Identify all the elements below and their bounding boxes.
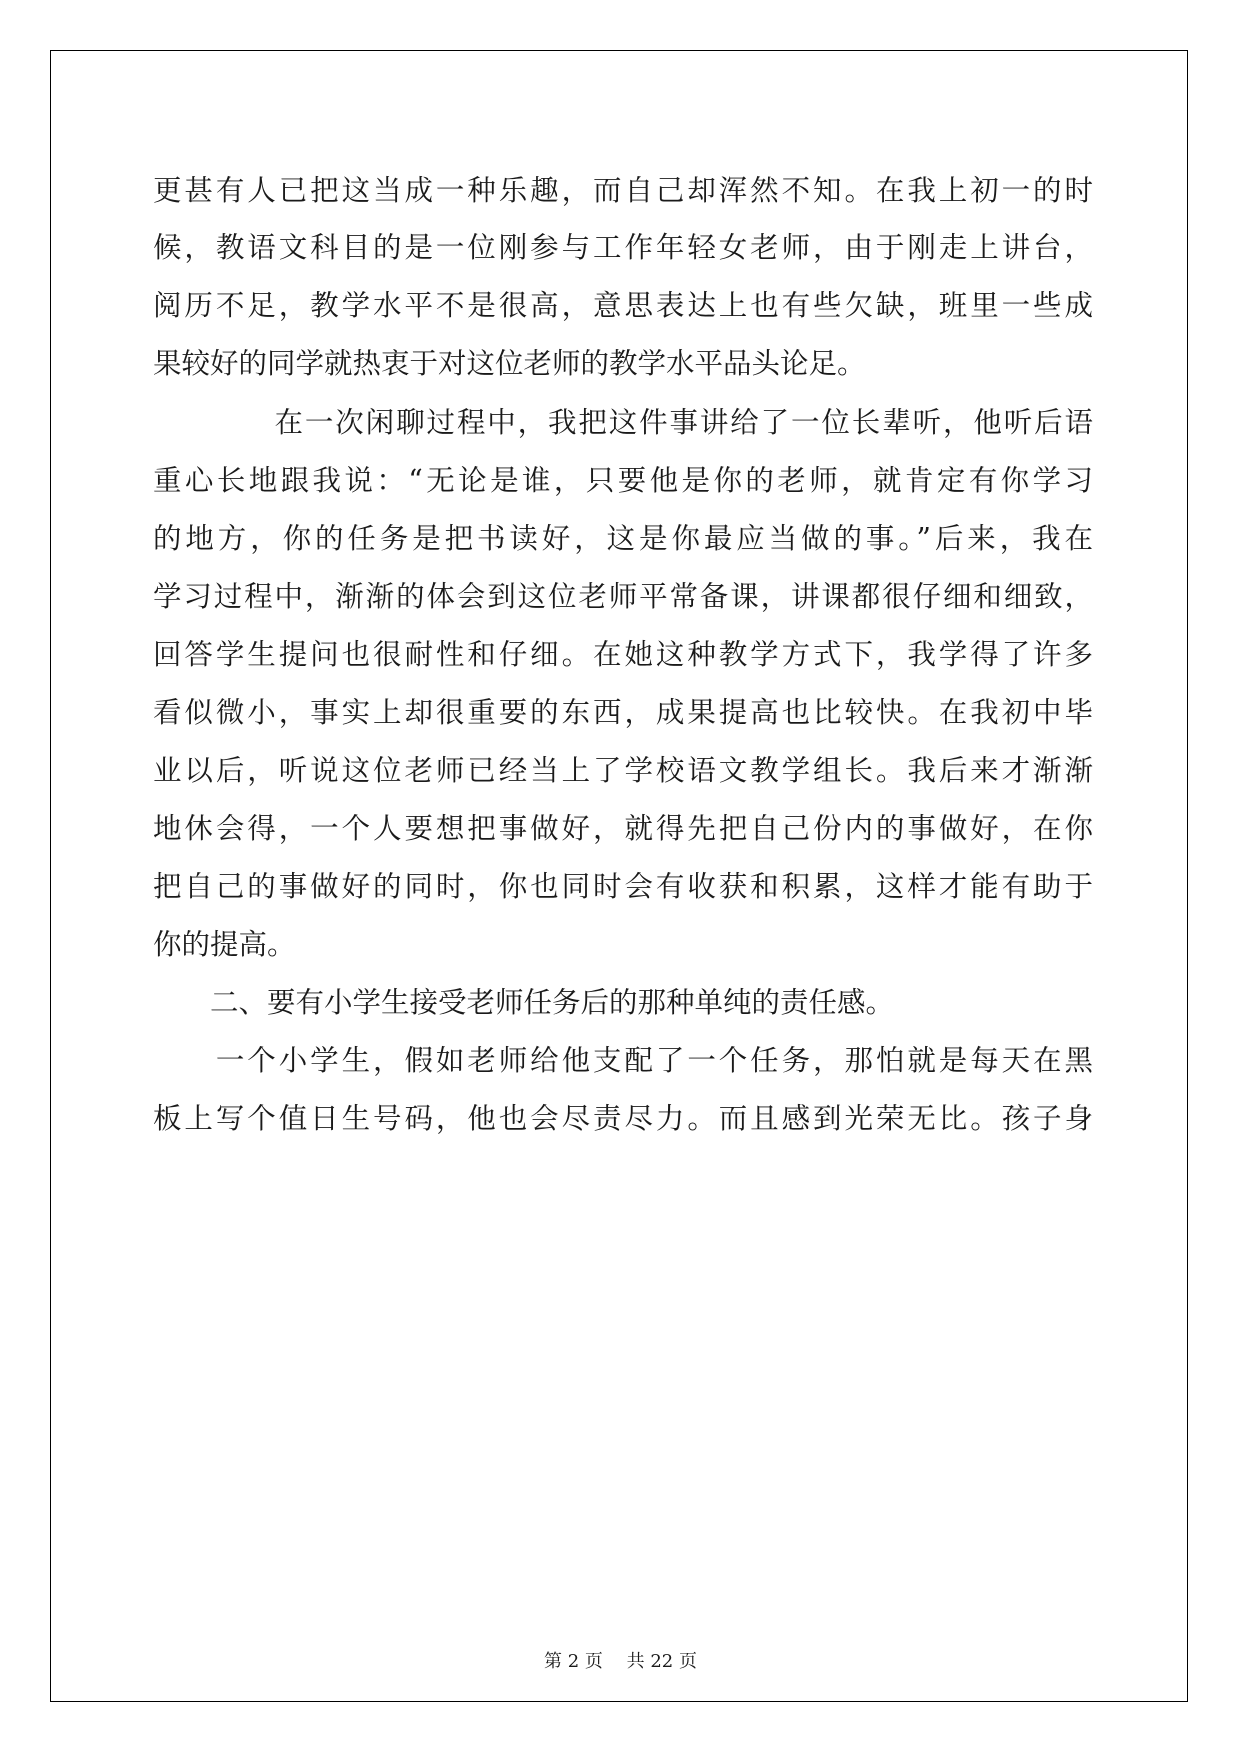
text-line: 二、要有小学生接受老师任务后的那种单纯的责任感。 (153, 986, 895, 1019)
text-line: 学习过程中，渐渐的体会到这位老师平常备课，讲课都很仔细和细致， (153, 580, 1093, 613)
text-line: 在一次闲聊过程中，我把这件事讲给了一位长辈听，他听后语 (153, 406, 1093, 439)
text-line: 把自己的事做好的同时，你也同时会有收获和积累，这样才能有助于 (153, 870, 1093, 903)
text-line: 地休会得，一个人要想把事做好，就得先把自己份内的事做好，在你 (153, 812, 1093, 845)
text-line: 回答学生提问也很耐性和仔细。在她这种教学方式下，我学得了许多 (153, 638, 1093, 671)
page-footer (0, 1651, 1241, 1673)
text-line: 看似微小，事实上却很重要的东西，成果提高也比较快。在我初中毕 (153, 696, 1093, 729)
text-line: 果较好的同学就热衷于对这位老师的教学水平品头论足。 (153, 347, 866, 380)
text-line: 的地方，你的任务是把书读好，这是你最应当做的事。”后来，我在 (153, 522, 1093, 555)
text-line: 一个小学生，假如老师给他支配了一个任务，那怕就是每天在黑 (153, 1044, 1093, 1077)
text-line: 候，教语文科目的是一位刚参与工作年轻女老师，由于刚走上讲台， (153, 231, 1093, 264)
text-line: 更甚有人已把这当成一种乐趣，而自己却浑然不知。在我上初一的时 (153, 174, 1093, 207)
page-number: 第 2 页 共 22 页 (544, 1651, 697, 1672)
text-line: 你的提高。 (153, 928, 296, 961)
text-line: 阅历不足，教学水平不是很高，意思表达上也有些欠缺，班里一些成 (153, 289, 1093, 322)
text-line: 重心长地跟我说：“无论是谁，只要他是你的老师，就肯定有你学习 (153, 464, 1093, 497)
text-line: 业以后，听说这位老师已经当上了学校语文教学组长。我后来才渐渐 (153, 754, 1093, 787)
text-line: 板上写个值日生号码，他也会尽责尽力。而且感到光荣无比。孩子身 (153, 1102, 1093, 1135)
